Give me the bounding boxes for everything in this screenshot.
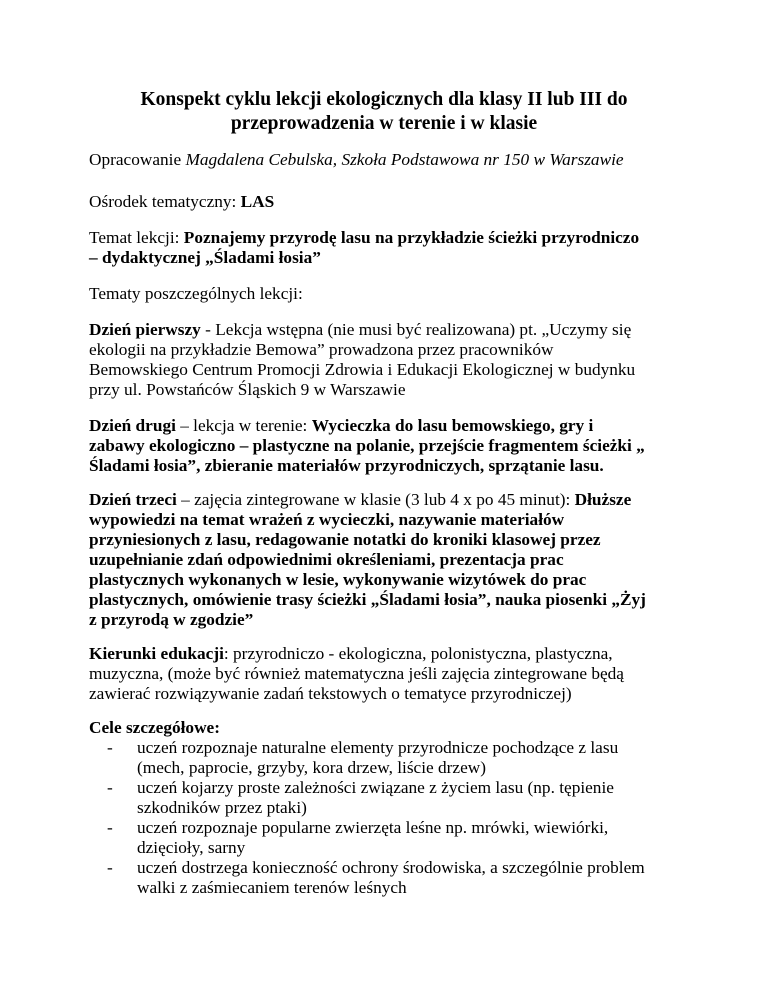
lesson-topic-label: Temat lekcji: (89, 228, 184, 247)
lesson-topic (89, 228, 689, 268)
lesson-topic-line-1 (89, 228, 689, 248)
day-one-label: Dzień pierwszy (89, 320, 201, 339)
subtopics-heading: Tematy poszczególnych lekcji: (89, 284, 303, 303)
goal-dash: - (107, 738, 113, 757)
day-two-paragraph (89, 416, 689, 476)
goal-dash: - (107, 778, 113, 797)
day-three-line: z przyrodą w zgodzie” (89, 610, 254, 629)
author-label: Opracowanie (89, 150, 186, 169)
lesson-topic-line-2: – dydaktycznej „Śladami łosia” (89, 248, 321, 267)
document-title (100, 88, 668, 136)
goal-line: uczeń kojarzy proste zależności związane z życiem lasu (np. tępienie (137, 778, 614, 797)
day-one-line: ekologii na przykładzie Bemowa” prowadzona przez pracowników (89, 340, 554, 359)
day-three-paragraph (89, 490, 689, 630)
day-three-line: wypowiedzi na temat wrażeń z wycieczki, nazywanie materiałów (89, 510, 565, 529)
specific-goals-list (89, 738, 689, 898)
day-two-line: Śladami łosia”, zbieranie materiałów przyrodniczych, sprzątanie lasu. (89, 456, 604, 475)
education-directions-text: : przyrodniczo - ekologiczna, polonistyczna, plastyczna, (223, 644, 613, 663)
thematic-center-label: Ośrodek tematyczny: (89, 192, 241, 211)
thematic-center-value: LAS (240, 192, 275, 211)
day-one-line: Bemowskiego Centrum Promocji Zdrowia i Edukacji Ekologicznej w budynku (89, 360, 636, 379)
day-two-line: zabawy ekologiczno – plastyczne na polanie, przejście fragmentem ścieżki „ (89, 436, 645, 455)
goal-dash: - (107, 858, 113, 877)
goal-line: szkodników przez ptaki) (137, 798, 307, 817)
thematic-center-line (89, 192, 689, 212)
specific-goals (89, 718, 689, 898)
day-two-line (89, 416, 689, 436)
education-directions-line: muzyczna, (może być również matematyczna jeśli zajęcia zintegrowane będą (89, 664, 624, 683)
day-three-line (89, 490, 689, 510)
education-directions-label: Kierunki edukacji (89, 644, 224, 663)
day-one-paragraph (89, 320, 689, 400)
goal-item (107, 818, 689, 858)
day-two-label: Dzień drugi (89, 416, 176, 435)
title-line-2: przeprowadzenia w terenie i w klasie (230, 113, 538, 134)
title-line-1: Konspekt cyklu lekcji ekologicznych dla klasy II lub III do (140, 89, 628, 110)
author-line (89, 150, 689, 170)
day-three-line: plastycznych wykonanych w lesie, wykonywanie wizytówek do prac (89, 570, 587, 589)
day-two-bold-text: Wycieczka do lasu bemowskiego, gry i (311, 416, 594, 435)
goal-line: (mech, paprocie, grzyby, kora drzew, liście drzew) (137, 758, 486, 777)
day-two-intro: – lekcja w terenie: (175, 416, 312, 435)
goal-item (107, 738, 689, 778)
day-one-text: - Lekcja wstępna (nie musi być realizowana) pt. „Uczymy się (200, 320, 632, 339)
day-three-line: plastycznych, omówienie trasy ścieżki „Śladami łosia”, nauka piosenki „Żyj (89, 590, 646, 609)
day-three-bold-text: Dłuższe (574, 490, 632, 509)
day-one-line: przy ul. Powstańców Śląskich 9 w Warszawie (89, 380, 406, 399)
goal-item (107, 858, 689, 898)
day-three-line: przyniesionych z lasu, redagowanie notatki do kroniki klasowej przez (89, 530, 601, 549)
goal-dash: - (107, 818, 113, 837)
lesson-topic-value: Poznajemy przyrodę lasu na przykładzie ścieżki przyrodniczo (183, 228, 640, 247)
day-three-label: Dzień trzeci (89, 490, 177, 509)
education-directions-line: zawierać rozwiązywanie zadań tekstowych o tematyce przyrodniczej) (89, 684, 572, 703)
day-three-intro: – zajęcia zintegrowane w klasie (3 lub 4 x po 45 minut): (176, 490, 575, 509)
specific-goals-heading: Cele szczegółowe: (89, 718, 220, 737)
goal-line: dzięcioły, sarny (137, 838, 246, 857)
goal-item (107, 778, 689, 818)
author-value: Magdalena Cebulska, Szkoła Podstawowa nr 150 w Warszawie (185, 150, 624, 169)
day-one-line (89, 320, 689, 340)
day-three-line: uzupełnianie zdań odpowiednimi określeniami, prezentacja prac (89, 550, 564, 569)
goal-line: walki z zaśmiecaniem terenów leśnych (137, 878, 407, 897)
education-directions (89, 644, 689, 704)
goal-line: uczeń rozpoznaje naturalne elementy przyrodnicze pochodzące z lasu (137, 738, 619, 757)
goal-line: uczeń rozpoznaje popularne zwierzęta leśne np. mrówki, wiewiórki, (137, 818, 609, 837)
education-directions-line (89, 644, 689, 664)
goal-line: uczeń dostrzega konieczność ochrony środowiska, a szczególnie problem (137, 858, 645, 877)
